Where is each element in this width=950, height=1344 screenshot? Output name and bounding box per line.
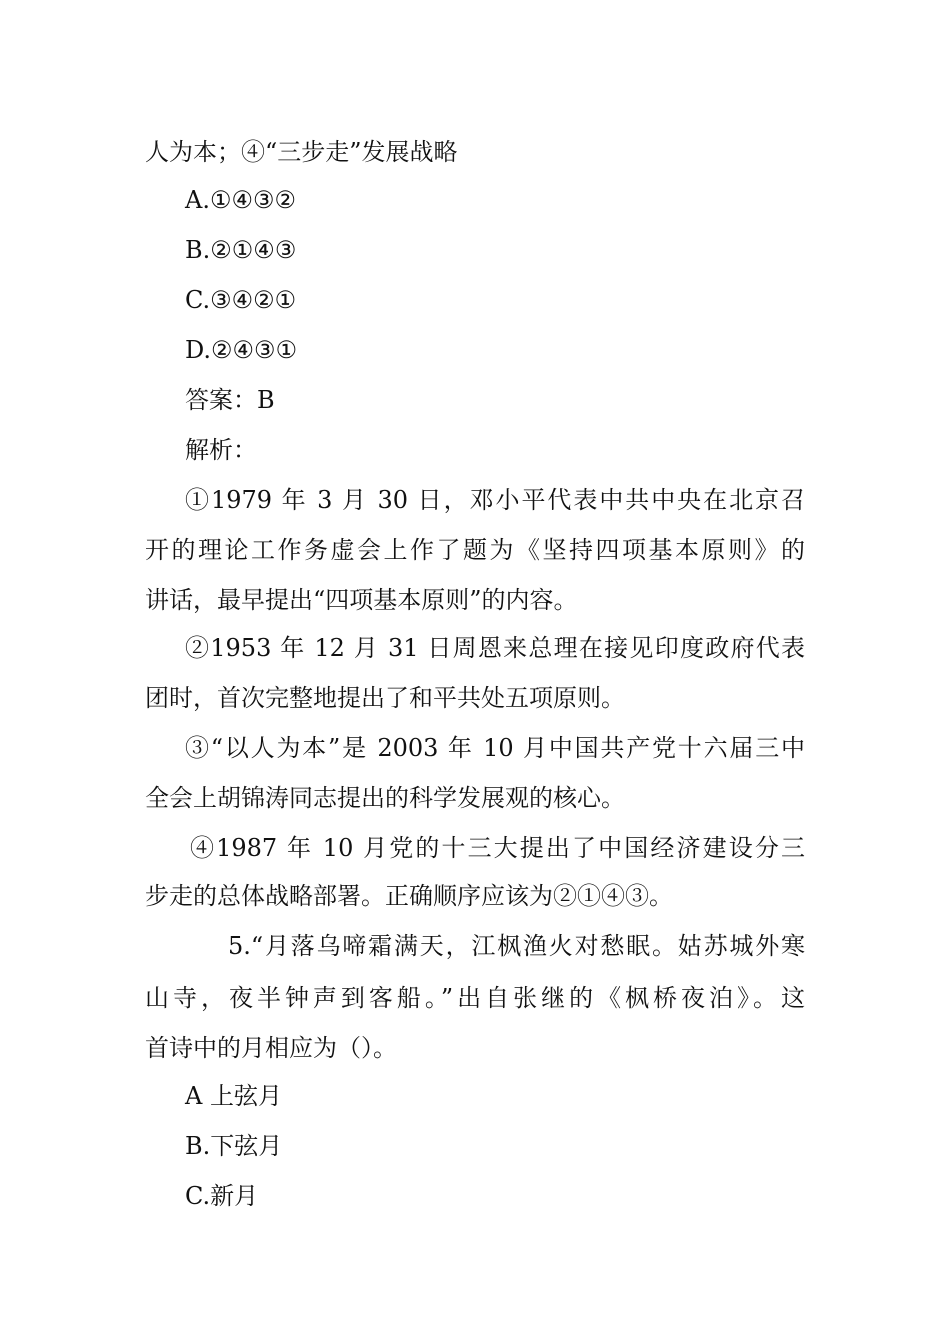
option-a: A.①④③② xyxy=(185,186,297,214)
text-line: 开的理论工作务虚会上作了题为《坚持四项基本原则》的 xyxy=(145,536,805,564)
text-line: ③“以人为本”是 2003 年 10 月中国共产党十六届三中 xyxy=(185,734,805,762)
text-line: 讲话，最早提出“四项基本原则”的内容。 xyxy=(145,586,578,614)
question-line: 首诗中的月相应为（）。 xyxy=(145,1034,397,1062)
text-line: ①1979 年 3 月 30 日，邓小平代表中共中央在北京召 xyxy=(185,486,805,514)
option-a: A 上弦月 xyxy=(185,1082,282,1110)
question-line: 山寺，夜半钟声到客船。”出自张继的《枫桥夜泊》。这 xyxy=(145,984,805,1012)
text-line: 全会上胡锦涛同志提出的科学发展观的核心。 xyxy=(145,784,625,812)
text-line: ②1953 年 12 月 31 日周恩来总理在接见印度政府代表 xyxy=(185,634,805,662)
option-b: B.②①④③ xyxy=(185,236,297,264)
option-c: C.新月 xyxy=(185,1182,259,1210)
question-line: 5.“月落乌啼霜满天，江枫渔火对愁眠。姑苏城外寒 xyxy=(228,932,805,960)
answer-line: 答案：B xyxy=(185,386,275,414)
text-line: ④1987 年 10 月党的十三大提出了中国经济建设分三 xyxy=(190,834,805,862)
option-c: C.③④②① xyxy=(185,286,297,314)
option-d: D.②④③① xyxy=(185,336,298,364)
text-line: 人为本；④“三步走”发展战略 xyxy=(145,138,458,166)
text-line: 团时，首次完整地提出了和平共处五项原则。 xyxy=(145,684,625,712)
text-line: 步走的总体战略部署。正确顺序应该为②①④③。 xyxy=(145,882,673,910)
analysis-heading: 解析： xyxy=(185,436,257,464)
option-b: B.下弦月 xyxy=(185,1132,283,1160)
